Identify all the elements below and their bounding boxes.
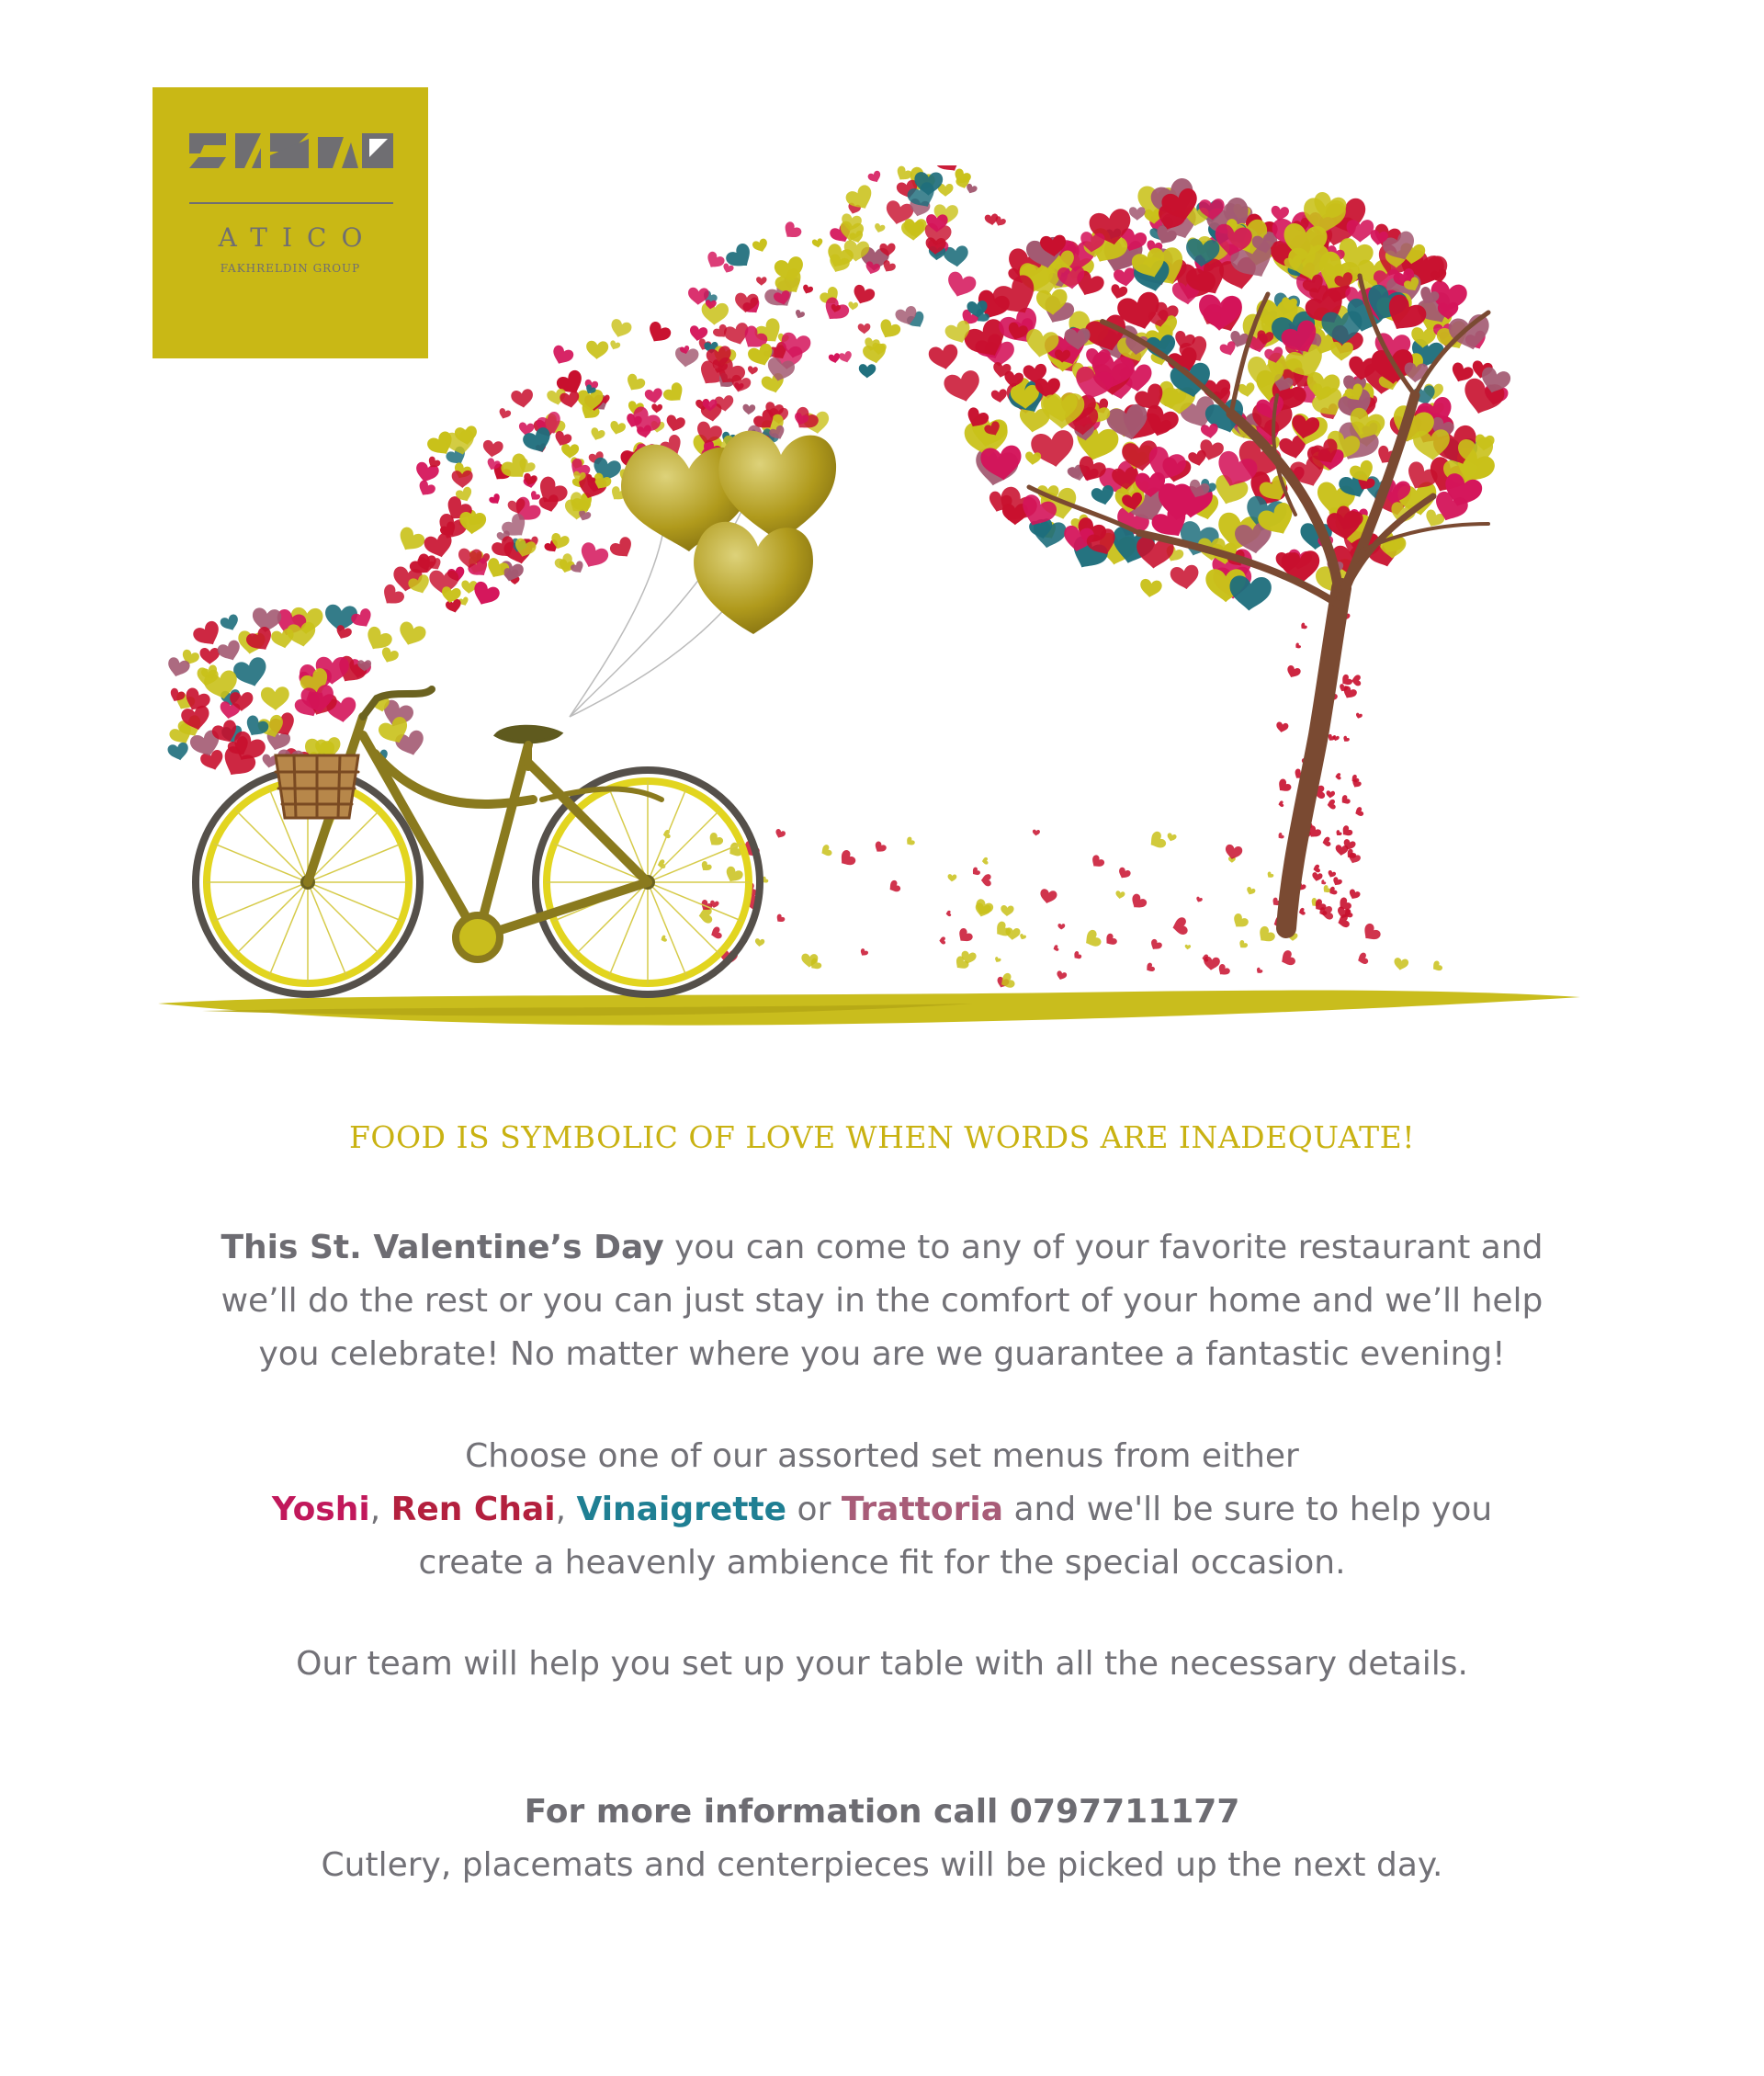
intro-line-2: we’ll do the rest or you can just stay in the comfort of your home and we’ll help: [220, 1282, 1544, 1320]
intro-line-3: you celebrate! No matter where you are we guarantee a fantastic evening!: [258, 1335, 1506, 1373]
intro-lead: This St. Valentine’s Day: [220, 1229, 664, 1266]
menus-line-3: create a heavenly ambience fit for the special occasion.: [418, 1544, 1346, 1582]
menus-line-2: [0, 1483, 1764, 1537]
restaurant-ren-chai: Ren Chai: [390, 1491, 556, 1528]
separator: or: [786, 1491, 842, 1528]
logo-subtitle: FAKHRELDIN GROUP: [220, 262, 361, 275]
contact-call: For more information call 0797711177: [524, 1793, 1240, 1831]
contact-paragraph: [0, 1786, 1764, 1892]
intro-line-1: [0, 1221, 1764, 1275]
heart-cloud: [165, 165, 1512, 992]
ground-shadow-icon: [158, 991, 1580, 1026]
restaurant-trattoria: Trattoria: [841, 1491, 1003, 1528]
contact-note: Cutlery, placemats and centerpieces will be picked up the next day.: [321, 1846, 1443, 1884]
separator: ,: [369, 1491, 391, 1528]
restaurant-vinaigrette: Vinaigrette: [576, 1491, 787, 1528]
restaurant-yoshi: Yoshi: [271, 1491, 370, 1528]
headline: FOOD IS SYMBOLIC OF LOVE WHEN WORDS ARE INADEQUATE!: [349, 1119, 1415, 1155]
menus-paragraph: [0, 1430, 1764, 1590]
menus-line-1: Choose one of our assorted set menus from either: [465, 1437, 1299, 1475]
logo-name: ATICO: [218, 222, 378, 253]
valentine-bicycle-tree-illustration: [147, 165, 1599, 1066]
intro-paragraph: [0, 1221, 1764, 1381]
separator: ,: [555, 1491, 577, 1528]
menus-line-2-rest: and we'll be sure to help you: [1003, 1491, 1493, 1528]
intro-line-1-rest: you can come to any of your favorite restaurant and: [663, 1229, 1544, 1266]
team-paragraph: Our team will help you set up your table with all the necessary details.: [296, 1645, 1468, 1683]
